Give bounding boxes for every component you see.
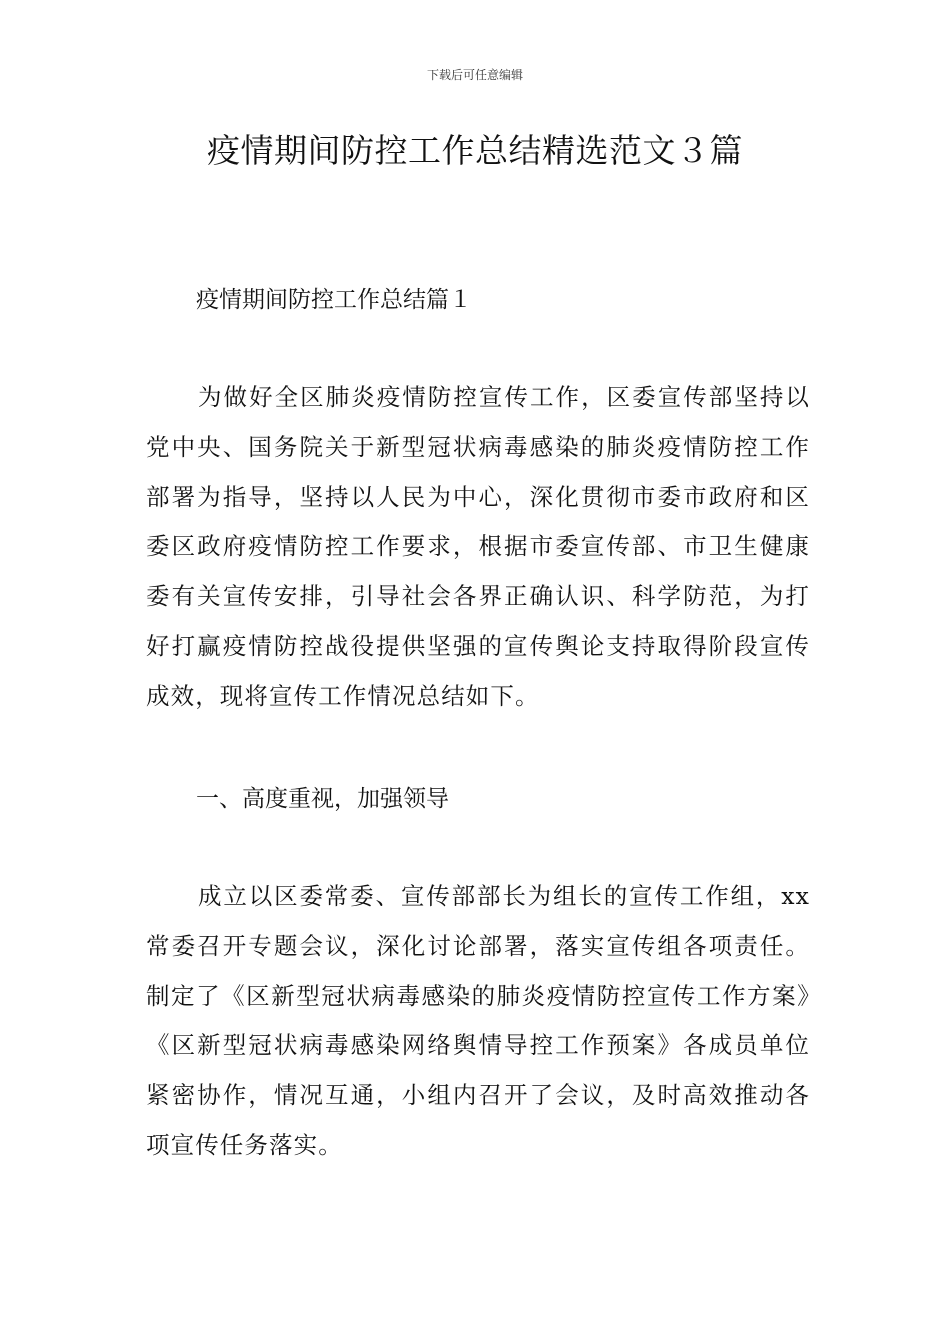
- page-header-note: 下载后可任意编辑: [426, 68, 523, 82]
- body-paragraph: 成立以区委常委、宣传部部长为组长的宣传工作组，xx常委召开专题会议，深化讨论部署，落实宣传组各项责任。制定了《区新型冠状病毒感染的肺炎疫情防控宣传工作方案》《区新型冠状病毒感染网络舆情导控工作预案》各成员单位紧密协作，情况互通，小组内召开了会议，及时高效推动各项宣传任务落实。: [146, 882, 810, 1159]
- section-heading: 一、高度重视，加强领导: [196, 786, 449, 812]
- body-paragraph: 为做好全区肺炎疫情防控宣传工作，区委宣传部坚持以党中央、国务院关于新型冠状病毒感染的肺炎疫情防控工作部署为指导，坚持以人民为中心，深化贯彻市委市政府和区委区政府疫情防控工作要求，根据市委宣传部、市卫生健康委有关宣传安排，引导社会各界正确认识、科学防范，为打好打赢疫情防控战役提供坚强的宣传舆论支持取得阶段宣传成效，现将宣传工作情况总结如下。: [146, 383, 810, 710]
- section-heading: 疫情期间防控工作总结篇１: [196, 287, 472, 313]
- document-title: 疫情期间防控工作总结精选范文３篇: [207, 131, 743, 170]
